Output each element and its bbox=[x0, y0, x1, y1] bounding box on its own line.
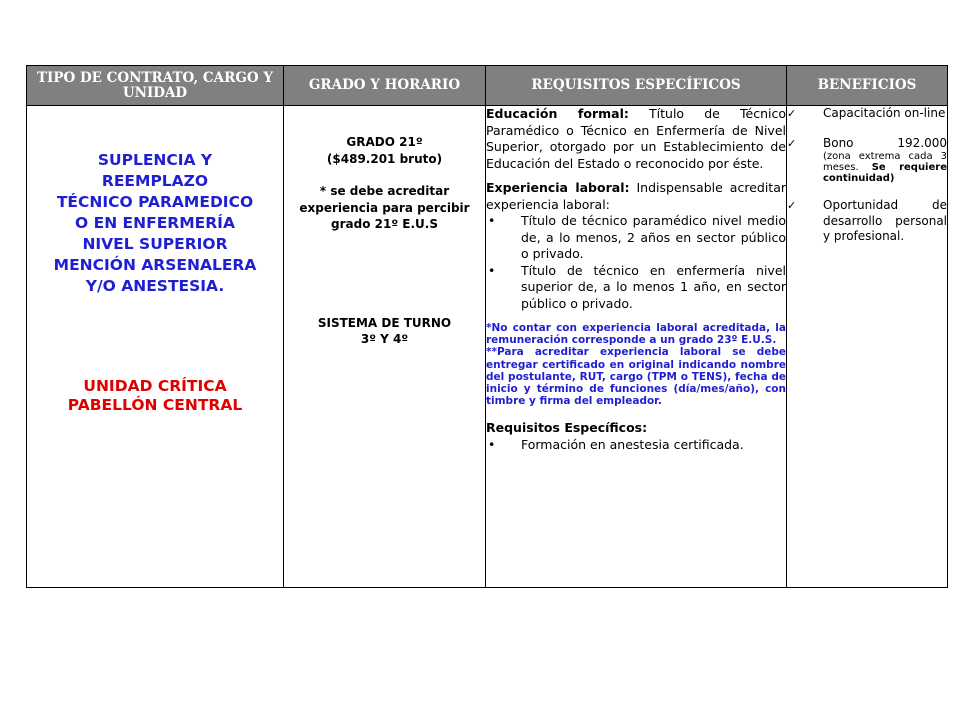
requirements-cell bbox=[486, 106, 787, 588]
header-benefits: BENEFICIOS bbox=[787, 66, 948, 106]
unit-name-line: PABELLÓN CENTRAL bbox=[67, 396, 243, 414]
list-item bbox=[486, 437, 786, 454]
experience-item-text: Título de técnico paramédico nivel medio de, a lo menos, 2 años en sector público o privado. bbox=[521, 213, 786, 261]
grade-note: * se debe acreditar experiencia para percibir grado 21º E.U.S bbox=[299, 184, 470, 231]
bullet-icon: • bbox=[488, 213, 496, 228]
position-title-line: NIVEL SUPERIOR bbox=[82, 235, 228, 253]
position-title-line: MENCIÓN ARSENALERA bbox=[53, 256, 257, 274]
position-title bbox=[27, 150, 283, 297]
check-icon: ✓ bbox=[787, 136, 797, 150]
header-grade-schedule: GRADO Y HORARIO bbox=[284, 66, 486, 106]
header-requirements: REQUISITOS ESPECÍFICOS bbox=[486, 66, 787, 106]
list-item bbox=[486, 213, 786, 263]
grade-cell bbox=[284, 106, 486, 588]
salary-line: ($489.201 bruto) bbox=[326, 151, 443, 166]
job-posting-table bbox=[26, 65, 948, 588]
position-title-line: REEMPLAZO bbox=[101, 172, 209, 190]
specific-label bbox=[486, 420, 786, 437]
position-title-line: O EN ENFERMERÍA bbox=[75, 214, 235, 232]
bullet-icon: • bbox=[488, 262, 496, 278]
specific-label-text: Requisitos Específicos: bbox=[486, 420, 648, 436]
education-label: Educación formal: bbox=[486, 106, 629, 121]
benefit-text: Capacitación on-line bbox=[823, 106, 946, 120]
bullet-icon: • bbox=[488, 436, 496, 452]
header-row bbox=[27, 66, 948, 106]
unit-name bbox=[27, 377, 283, 415]
benefit-detail-text: (zona extrema cada 3 meses. bbox=[823, 151, 947, 173]
unit-name-line: UNIDAD CRÍTICA bbox=[83, 377, 227, 395]
check-icon: ✓ bbox=[787, 199, 797, 212]
position-title-line: SUPLENCIA Y bbox=[97, 151, 213, 169]
shift-value: 3º Y 4º bbox=[360, 332, 409, 346]
grade-line: GRADO 21º bbox=[346, 135, 423, 149]
check-icon: ✓ bbox=[787, 107, 797, 120]
position-title-line: Y/O ANESTESIA. bbox=[85, 277, 225, 295]
benefit-item bbox=[787, 198, 947, 245]
benefit-text: Bono 192.000 bbox=[823, 135, 947, 150]
experience-item-text: Título de técnico en enfermería nivel superior de, a lo menos 1 año, en sector público o privado. bbox=[521, 262, 786, 311]
header-contract-type: TIPO DE CONTRATO, CARGO Y UNIDAD bbox=[27, 66, 284, 106]
benefit-item bbox=[787, 136, 947, 185]
specific-list bbox=[486, 437, 786, 454]
position-title-line: TÉCNICO PARAMEDICO bbox=[56, 193, 254, 211]
job-row bbox=[27, 106, 948, 588]
benefits-cell bbox=[787, 106, 948, 588]
benefit-text: Oportunidad de desarrollo personal y profesional. bbox=[823, 198, 947, 243]
benefit-detail bbox=[823, 151, 947, 184]
benefit-item bbox=[787, 106, 947, 122]
education-paragraph bbox=[486, 106, 786, 172]
certificate-note: **Para acreditar experiencia laboral se debe entregar certificado en original indicando nombre del postulante, RUT, cargo (TPM o TENS), fecha de inicio y término de funciones (día/mes/año), con timbre y firma del empleador. bbox=[486, 346, 786, 408]
shift-title: SISTEMA DE TURNO bbox=[317, 315, 452, 330]
position-cell bbox=[27, 106, 284, 588]
list-item bbox=[486, 263, 786, 313]
experience-label: Experiencia laboral: bbox=[486, 180, 630, 195]
experience-paragraph bbox=[486, 180, 786, 213]
experience-text: Indispensable acreditar experiencia laboral: bbox=[486, 180, 786, 212]
benefit-detail-bold: Se requiere continuidad) bbox=[823, 162, 947, 184]
specific-item-text: Formación en anestesia certificada. bbox=[521, 436, 744, 452]
no-experience-note: *No contar con experiencia laboral acreditada, la remuneración corresponde a un grado 23º E.U.S. bbox=[486, 322, 786, 347]
experience-list bbox=[486, 213, 786, 312]
education-text: Título de Técnico Paramédico o Técnico en Enfermería de Nivel Superior, otorgado por un Establecimiento de Educación del Estado o reconocido por éste. bbox=[486, 106, 786, 171]
